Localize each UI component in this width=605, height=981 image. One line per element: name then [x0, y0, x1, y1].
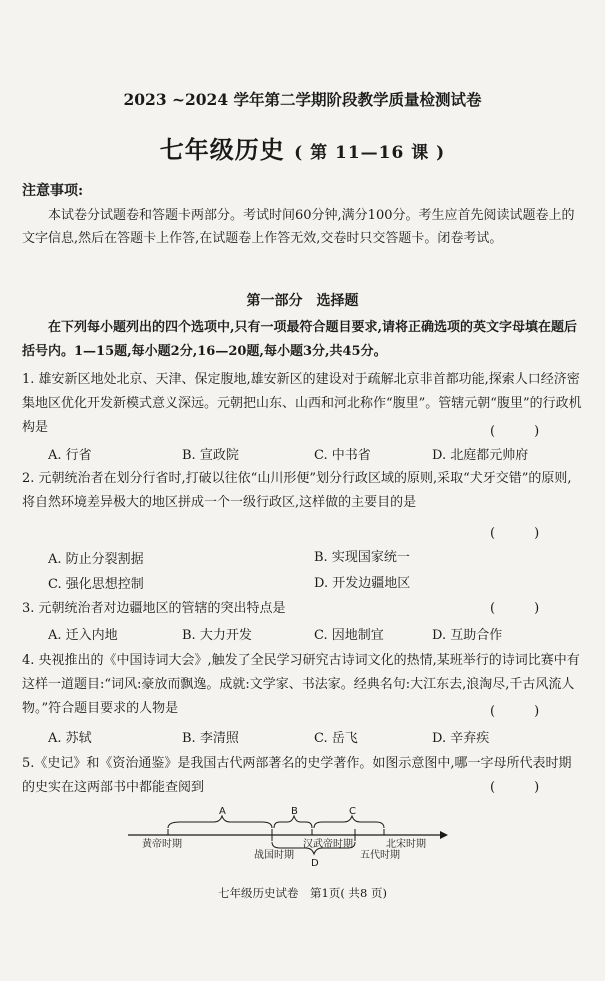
page-footer: 七年级历史试卷 第1页( 共8 页) [218, 886, 387, 900]
question-3-stem: 3. 元朝统治者对边疆地区的管辖的突出特点是 [22, 601, 286, 616]
brace-b [274, 816, 312, 828]
brace-c [314, 816, 384, 828]
question-5-stem: 5.《史记》和《资治通鉴》是我国古代两部著名的史学著作。如图示意图中,哪一字母所代表时期的史实在这两部书中都能查阅到 [22, 756, 572, 795]
timeline-letter-a: A [219, 806, 226, 817]
question-4-option-a: A. 苏轼 [48, 731, 92, 746]
timeline-letter-c: C [349, 806, 356, 817]
subject-title: 七年级历史 [159, 135, 285, 164]
question-2-option-d: D. 开发边疆地区 [314, 576, 411, 591]
question-1-answer-blank: ( ) [490, 424, 540, 439]
question-2-answer-blank: ( ) [490, 526, 540, 541]
timeline-arrow-icon [440, 831, 448, 839]
timeline-letter-b: B [291, 806, 298, 817]
notice-heading: 注意事项: [22, 183, 84, 199]
question-2-option-a: A. 防止分裂割据 [48, 552, 144, 567]
timeline-letter-d: D [311, 858, 319, 869]
subject-subtitle: ( 第 11—16 课 ) [294, 143, 446, 163]
timeline-label-hanwudi: 汉武帝时期 [303, 839, 353, 850]
question-1-option-b: B. 宣政院 [182, 448, 239, 463]
timeline-label-beisong: 北宋时期 [386, 839, 426, 850]
question-3-answer-blank: ( ) [490, 601, 540, 616]
brace-a [168, 816, 272, 828]
question-2-option-b: B. 实现国家统一 [314, 550, 410, 565]
question-4-option-b: B. 李清照 [182, 731, 239, 746]
question-2-option-c: C. 强化思想控制 [48, 577, 144, 592]
subject-title-line [0, 130, 605, 165]
question-4-answer-blank: ( ) [490, 704, 540, 719]
part-heading: 第一部分 选择题 [246, 293, 359, 309]
question-1-stem: 1. 雄安新区地处北京、天津、保定腹地,雄安新区的建设对于疏解北京非首都功能,探索人口经济密集地区优化开发新模式意义深远。元朝把山东、山西和河北称作“腹里”。管辖元朝“腹里”的行政机构是 [22, 372, 582, 435]
timeline-label-zhanguo: 战国时期 [254, 850, 294, 861]
question-4-stem: 4. 央视推出的《中国诗词大会》,触发了全民学习研究古诗词文化的热情,某班举行的诗词比赛中有这样一道题目:“词风:豪放而飘逸。成就:文学家、书法家。经典名句:大江东去,浪淘尽,千古风流人物。”符合题目要求的人物是 [22, 653, 580, 716]
exam-title: 2023 ~2024 学年第二学期阶段教学质量检测试卷 [123, 90, 482, 109]
notice-body: 本试卷分试题卷和答题卡两部分。考试时间60分钟,满分100分。考生应首先阅读试题卷上的文字信息,然后在答题卡上作答,在试题卷上作答无效,交卷时只交答题卡。闭卷考试。 [22, 208, 575, 246]
question-1-option-a: A. 行省 [48, 448, 92, 463]
question-3-option-a: A. 迁入内地 [48, 628, 118, 643]
question-3-option-b: B. 大力开发 [182, 628, 252, 643]
question-1-option-d: D. 北庭都元帅府 [432, 448, 529, 463]
question-3-option-d: D. 互助合作 [432, 628, 503, 643]
question-5-answer-blank: ( ) [490, 780, 540, 795]
question-3-option-c: C. 因地制宜 [314, 628, 384, 643]
question-4-option-c: C. 岳飞 [314, 731, 358, 746]
question-4-option-d: D. 辛弃疾 [432, 731, 490, 746]
part-instructions: 在下列每小题列出的四个选项中,只有一项最符合题目要求,请将正确选项的英文字母填在题后括号内。1—15题,每小题2分,16—20题,每小题3分,共45分。 [22, 320, 578, 359]
timeline-label-wudai: 五代时期 [360, 850, 400, 861]
question-1-option-c: C. 中书省 [314, 448, 371, 463]
timeline-diagram [0, 800, 605, 880]
question-2-stem: 2. 元朝统治者在划分行省时,打破以往依“山川形便”划分行政区域的原则,采取“犬牙交错”的原则,将自然环境差异极大的地区拼成一个一级行政区,这样做的主要目的是 [22, 471, 572, 510]
timeline-label-huangdi: 黄帝时期 [142, 839, 182, 850]
